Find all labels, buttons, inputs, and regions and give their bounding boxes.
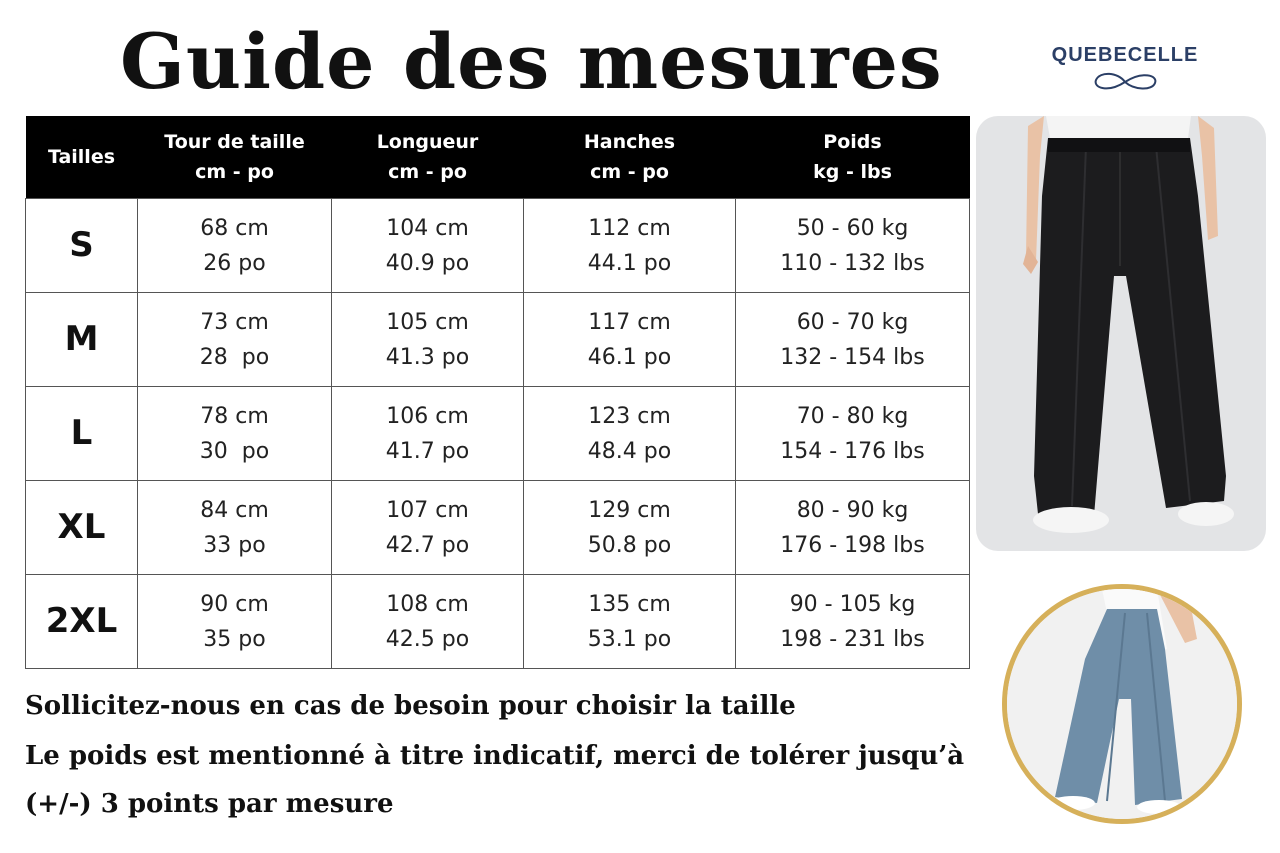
length-cell: 108 cm 42.5 po [332, 575, 524, 669]
hips-cell: 123 cm 48.4 po [524, 387, 736, 481]
header-hips: Hanches cm - po [524, 116, 736, 199]
header-weight: Poids kg - lbs [736, 116, 970, 199]
size-label: M [26, 293, 138, 387]
waist-cell: 90 cm 35 po [138, 575, 332, 669]
size-chart-table [25, 116, 970, 669]
black-pants-illustration [976, 116, 1266, 551]
size-label: S [26, 199, 138, 293]
table-header-row [26, 116, 970, 199]
help-note: Sollicitez-nous en cas de besoin pour choisir la taille [25, 691, 796, 721]
header-waist: Tour de taille cm - po [138, 116, 332, 199]
hips-cell: 117 cm 46.1 po [524, 293, 736, 387]
header-length: Longueur cm - po [332, 116, 524, 199]
infinity-icon [1086, 69, 1164, 95]
hips-cell: 112 cm 44.1 po [524, 199, 736, 293]
weight-disclaimer: Le poids est mentionné à titre indicatif, merci de tolérer jusqu’à (+/-) 3 points par mesure [25, 741, 965, 819]
size-label: L [26, 387, 138, 481]
weight-cell: 50 - 60 kg 110 - 132 lbs [736, 199, 970, 293]
size-label: 2XL [26, 575, 138, 669]
table-row [26, 199, 970, 293]
table-row [26, 575, 970, 669]
weight-cell: 90 - 105 kg 198 - 231 lbs [736, 575, 970, 669]
brand-logo [1040, 44, 1210, 95]
page-title: Guide des mesures [120, 17, 943, 106]
length-cell: 104 cm 40.9 po [332, 199, 524, 293]
weight-cell: 70 - 80 kg 154 - 176 lbs [736, 387, 970, 481]
hips-cell: 135 cm 53.1 po [524, 575, 736, 669]
length-cell: 107 cm 42.7 po [332, 481, 524, 575]
blue-pants-photo [1002, 584, 1242, 824]
hips-cell: 129 cm 50.8 po [524, 481, 736, 575]
length-cell: 105 cm 41.3 po [332, 293, 524, 387]
blue-pants-illustration [1007, 589, 1237, 819]
weight-cell: 60 - 70 kg 132 - 154 lbs [736, 293, 970, 387]
weight-cell: 80 - 90 kg 176 - 198 lbs [736, 481, 970, 575]
table-row [26, 293, 970, 387]
header-size: Tailles [26, 116, 138, 199]
table-row [26, 481, 970, 575]
waist-cell: 78 cm 30 po [138, 387, 332, 481]
length-cell: 106 cm 41.7 po [332, 387, 524, 481]
brand-name: QUEBECELLE [1051, 44, 1199, 66]
size-label: XL [26, 481, 138, 575]
waist-cell: 84 cm 33 po [138, 481, 332, 575]
waist-cell: 68 cm 26 po [138, 199, 332, 293]
black-pants-photo [976, 116, 1266, 551]
waist-cell: 73 cm 28 po [138, 293, 332, 387]
table-row [26, 387, 970, 481]
